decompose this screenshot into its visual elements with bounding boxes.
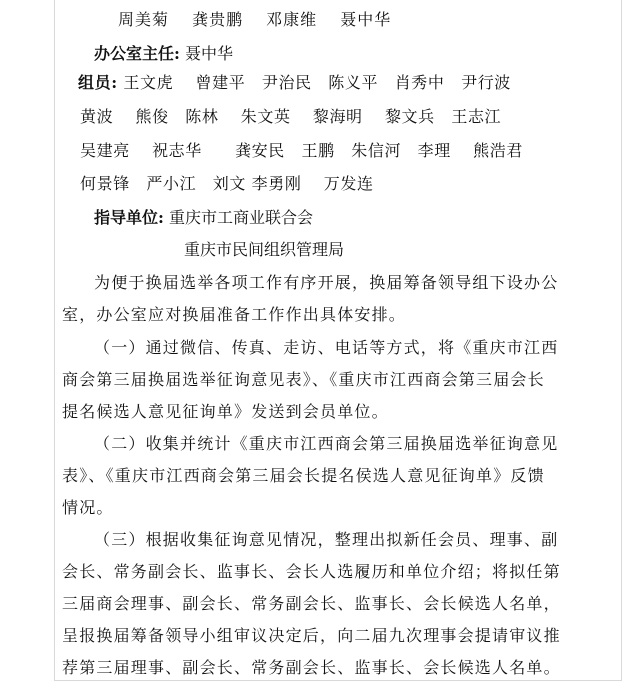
guide-unit-1: 重庆市工商业联合会 [169,208,314,227]
members-row-1 [78,73,511,93]
item1-line3: 提名候选人意见征询单》发送到会员单位。 [62,402,389,421]
guide-unit-line [94,208,313,228]
guide-unit-2: 重庆市民间组织管理局 [184,240,345,259]
item2-line3: 情况。 [62,498,114,517]
members-row-4: 何景锋 严小江 刘文 李勇刚 万发连 [80,174,374,193]
members-label: 组员: [78,73,118,92]
item2-line1: （二）收集并统计《重庆市江西商会第三届换届选举征询意见 [94,434,559,453]
item2-line2: 表》、《重庆市江西商会第三届会长提名侯选人意见征询单》反馈 [62,466,545,485]
para1-line2: 室，办公室应对换届准备工作作出具体安排。 [62,305,407,324]
office-director-line [94,44,233,64]
office-director-name: 聂中华 [185,44,234,63]
para1-line1: 为便于换届选举各项工作有序开展，换届筹备领导组下设办公 [94,273,559,292]
item1-line2: 商会第三届换届选举征询意见表》、《重庆市江西商会第三届会长 [62,370,545,389]
item3-line1: （三）根据收集征询意见情况，整理出拟新任会员、理事、副 [94,530,559,549]
members-row-2: 黄波 熊俊 陈林 朱文英 黎海明 黎文兵 王志江 [80,107,502,126]
item3-line3: 三届商会理事、副会长、常务副会长、监事长、会长候选人名单， [62,594,561,613]
names-top-line: 周美菊 龚贵鹏 邓康维 聂中华 [118,10,392,29]
item3-line5: 荐第三届理事、副会长、常务副会长、监事长、会长候选人名单。 [62,658,561,677]
office-director-label: 办公室主任: [94,44,180,63]
guide-label: 指导单位: [94,208,164,227]
members-row-1-names: 王文虎 曾建平 尹治民 陈义平 肖秀中 尹行波 [123,73,511,92]
item3-line2: 会长、常务副会长、监事长、会长人选履历和单位介绍；将拟任第 [62,562,561,581]
item1-line1: （一）通过微信、传真、走访、电话等方式，将《重庆市江西 [94,338,559,357]
members-row-3: 吴建亮 祝志华 龚安民 王鹏 朱信河 李理 熊浩君 [80,141,523,160]
item3-line4: 呈报换届筹备领导小组审议决定后，向二届九次理事会提请审议推 [62,626,561,645]
